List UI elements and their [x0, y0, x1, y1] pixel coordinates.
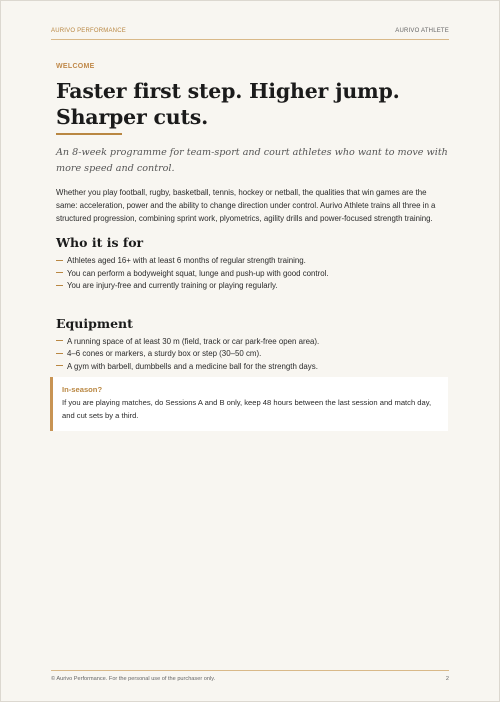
page-title: Faster first step. Higher jump. Sharper cuts. [56, 79, 400, 129]
list-item [56, 280, 448, 293]
in-season-callout [50, 377, 448, 431]
callout-body: If you are playing matches, do Sessions A and B only, keep 48 hours between the last session and match day, and cut sets by a third. [62, 398, 432, 420]
running-header [51, 28, 449, 40]
list-item [56, 348, 448, 361]
list-item-text: A gym with barbell, dumbbells and a medicine ball for the strength days. [67, 361, 318, 371]
dash-bullet-icon [56, 272, 63, 273]
dash-bullet-icon [56, 340, 63, 341]
list-item-text: A running space of at least 30 m (field, track or car park-free open area). [67, 336, 320, 346]
who-list [56, 255, 448, 293]
equipment-list [56, 336, 448, 374]
list-item-text: You are injury-free and currently training or playing regularly. [67, 281, 278, 290]
list-item [56, 268, 448, 281]
product-label: AURIVO ATHLETE [395, 28, 449, 34]
page-number: 2 [445, 676, 449, 682]
intro-paragraph: Whether you play football, rugby, basketball, tennis, hockey or netball, the qualities that win games are the same: acceleration, power and the ability to change direction under control. Aurivo Athlete trains all three in a structured progression, combining sprint work, plyometrics, agility drills and power-focused strength training. [56, 188, 436, 223]
brand-label: AURIVO PERFORMANCE [51, 28, 126, 34]
list-item-text: Athletes aged 16+ with at least 6 months of regular strength training. [67, 256, 306, 265]
equipment-heading: Equipment [56, 315, 133, 331]
list-item [56, 361, 448, 374]
section-eyebrow: WELCOME [56, 63, 95, 70]
dash-bullet-icon [56, 365, 63, 366]
dash-bullet-icon [56, 285, 63, 286]
main-content [56, 63, 448, 373]
title-underline [56, 133, 122, 135]
dash-bullet-icon [56, 353, 63, 354]
list-item-text: 4–6 cones or markers, a sturdy box or step (30–50 cm). [67, 349, 262, 358]
list-item [56, 336, 448, 349]
list-item-text: You can perform a bodyweight squat, lunge and push-up with good control. [67, 268, 329, 278]
lede-paragraph: An 8-week programme for team-sport and court athletes who want to move with more speed and control. [56, 147, 448, 174]
page-footer [51, 670, 449, 682]
list-item [56, 255, 448, 268]
who-heading: Who it is for [56, 235, 144, 250]
callout-title: In-season? [62, 385, 103, 394]
dash-bullet-icon [56, 260, 63, 261]
copyright-text: © Aurivo Performance. For the personal use of the purchaser only. [51, 676, 216, 682]
